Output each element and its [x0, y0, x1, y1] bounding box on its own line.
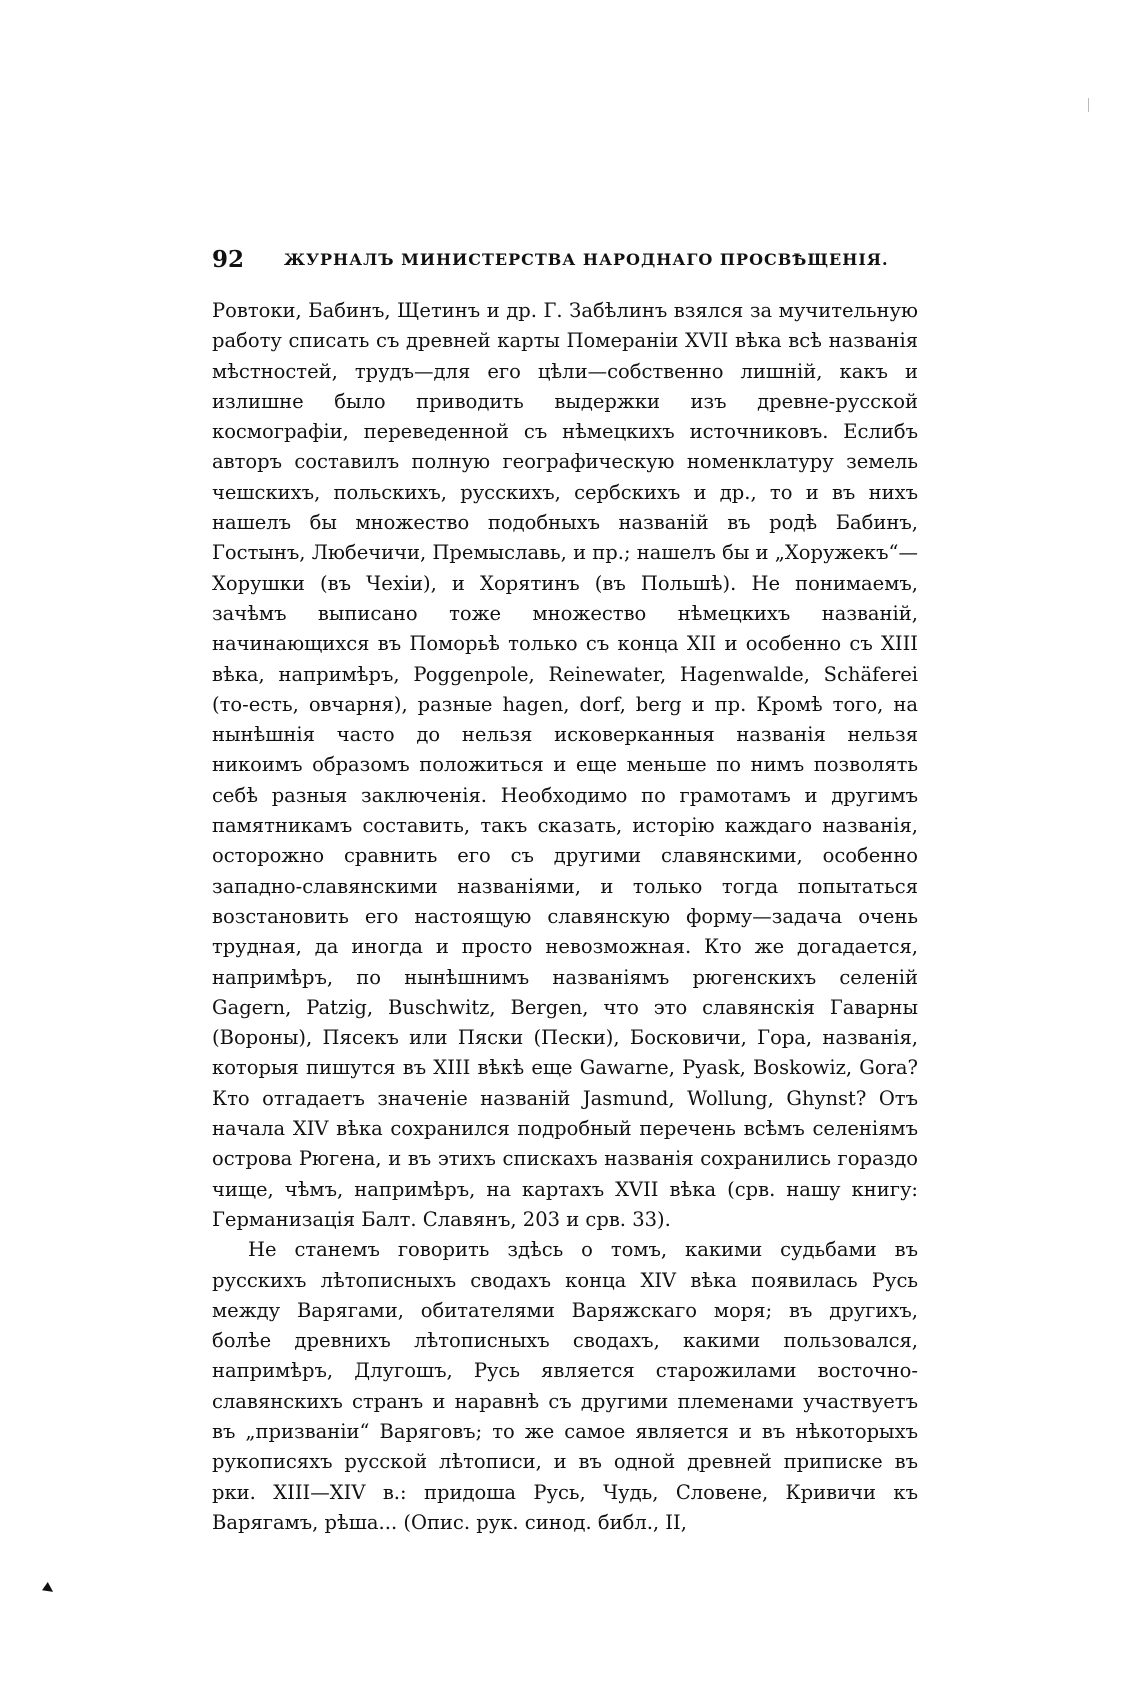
page-number: 92 — [212, 246, 245, 273]
body-text — [212, 296, 918, 1538]
corner-mark — [42, 1582, 56, 1596]
paragraph-2: Не станемъ говорить здѣсь о томъ, какими судьбами въ русскихъ лѣтописныхъ сводахъ конца XIV вѣка появилась Русь между Варягами, обитателями Варяжскаго моря; въ другихъ, болѣе древнихъ лѣтописныхъ сводахъ, какими пользовался, напримѣръ, Длугошъ, Русь является старожилами восточно-славянскихъ странъ и наравнѣ съ другими племенами участвуетъ въ „призваніи“ Варяговъ; то же самое является и въ нѣкоторыхъ рукописяхъ русской лѣтописи, и въ одной древней приписке въ рки. XIII—XIV в.: придоша Русь, Чудь, Словене, Кривичи къ Варягамъ, рѣша... (Опис. рук. синод. библ., II, — [212, 1238, 918, 1534]
running-head: ЖУРНАЛЪ МИНИСТЕРСТВА НАРОДНАГО ПРОСВѢЩЕНІЯ. — [284, 250, 889, 269]
page-header — [212, 246, 917, 276]
paragraph-1: Ровтоки, Бабинъ, Щетинъ и др. Г. Забѣлинъ взялся за мучительную работу списать съ древней карты Помераніи XVII вѣка всѣ названія мѣстностей, трудъ—для его цѣли—собственно лишній, какъ и излишне было приводить выдержки изъ древне-русской космографіи, переведенной съ нѣмецкихъ источниковъ. Еслибъ авторъ составилъ полную географическую номенклатуру земель чешскихъ, польскихъ, русскихъ, сербскихъ и др., то и въ нихъ нашелъ бы множество подобныхъ названій въ родѣ Бабинъ, Гостынъ, Любечичи, Премыславь, и пр.; нашелъ бы и „Хоружекъ“—Хорушки (въ Чехіи), и Хорятинъ (въ Польшѣ). Не понимаемъ, зачѣмъ выписано тоже множество нѣмецкихъ названій, начинающихся въ Поморьѣ только съ конца XII и особенно съ XIII вѣка, напримѣръ, Poggenpole, Reinewater, Hagenwalde, Schäferei (то-есть, овчарня), разные hagen, dorf, berg и пр. Кромѣ того, на нынѣшнія часто до нельзя исковерканныя названія нельзя никоимъ образомъ положиться и еще меньше по нимъ позволять себѣ разныя заключенія. Необходимо по грамотамъ и другимъ памятникамъ составить, такъ сказать, исторію каждаго названія, осторожно сравнить его съ другими славянскими, особенно западно-славянскими названіями, и только тогда попытаться возстановить его настоящую славянскую форму—задача очень трудная, да иногда и просто невозможная. Кто же догадается, напримѣръ, по нынѣшнимъ названіямъ рюгенскихъ селеній Gagern, Patzig, Buschwitz, Bergen, что это славянскія Гаварны (Вороны), Пясекъ или Пяски (Пески), Босковичи, Гора, названія, которыя пишутся въ XIII вѣкѣ еще Gawarne, Pyask, Boskowiz, Gora? Кто отгадаетъ значеніе названій Jasmund, Wollung, Ghynst? Отъ начала XIV вѣка сохранился подробный перечень всѣмъ селеніямъ острова Рюгена, и въ этихъ спискахъ названія сохранились гораздо чище, чѣмъ, напримѣръ, на картахъ XVII вѣка (срв. нашу книгу: Германизація Балт. Славянъ, 203 и срв. 33). — [212, 299, 918, 1231]
scan-mark — [1088, 98, 1089, 112]
